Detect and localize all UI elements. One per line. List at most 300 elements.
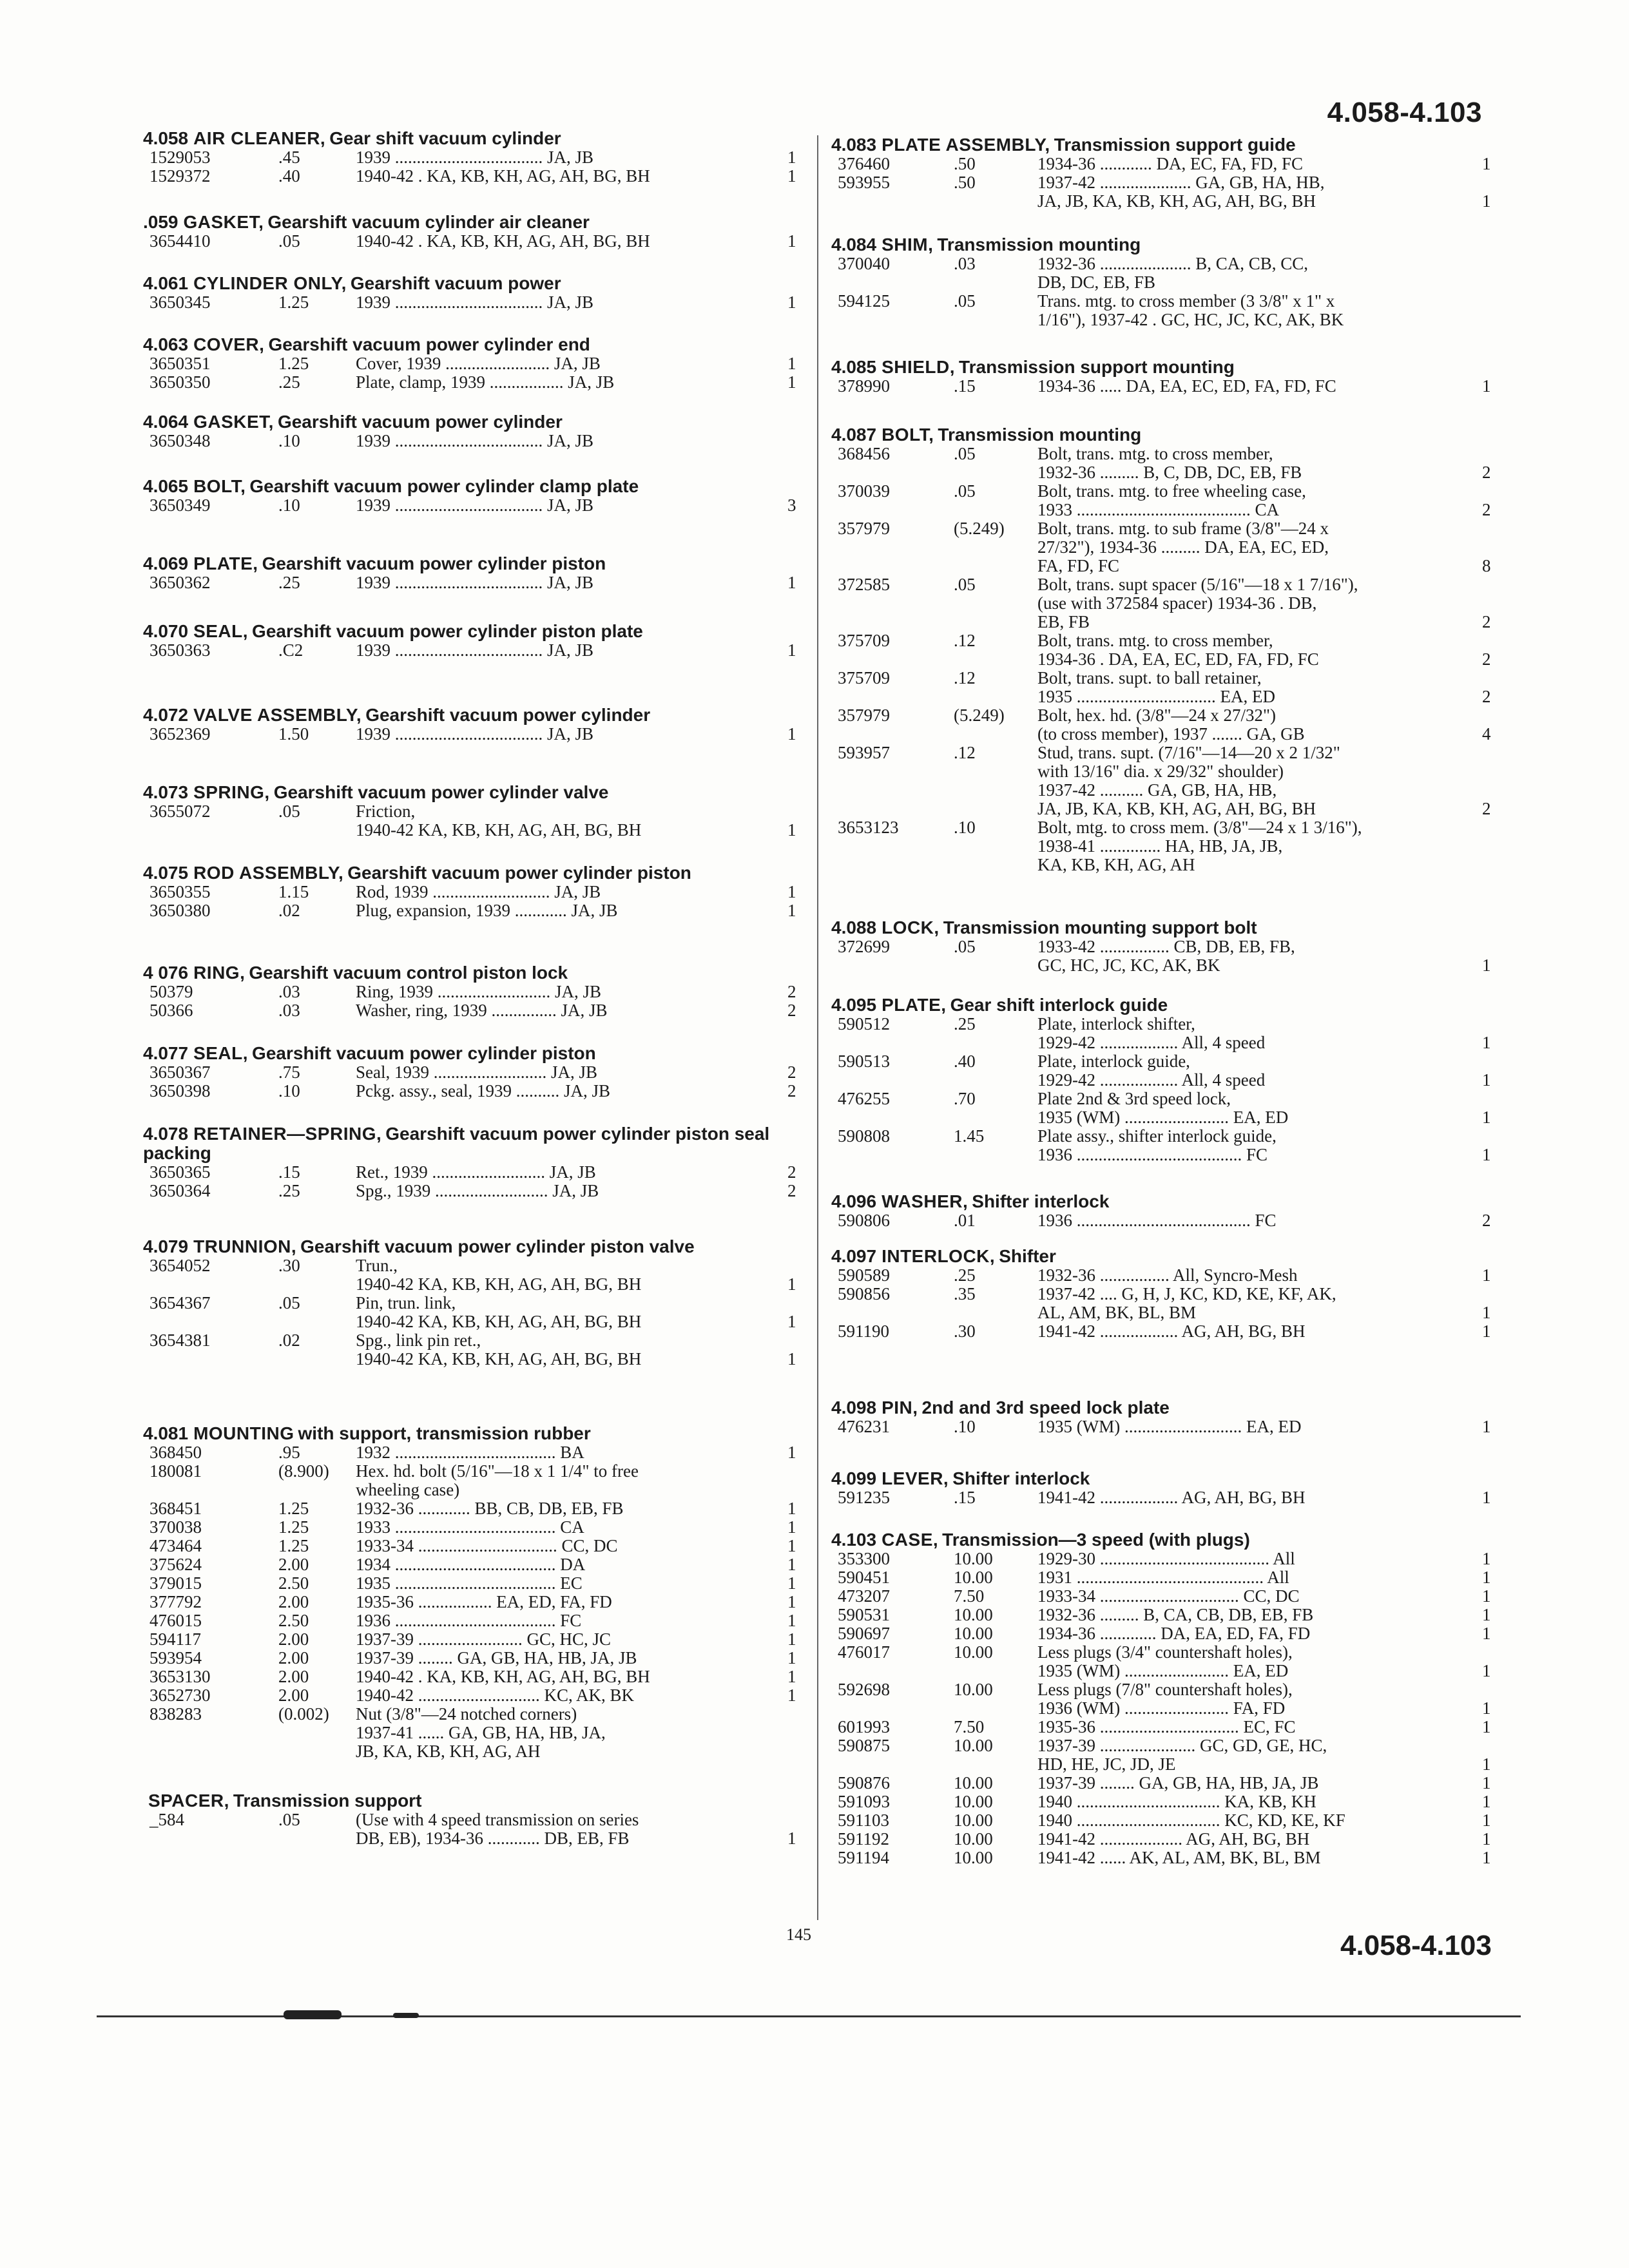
section-description: Transmission support mounting	[959, 357, 1235, 377]
part-quantity: 1	[787, 1573, 796, 1593]
part-quantity: 1	[1482, 1145, 1491, 1164]
section-title: BOLT,	[882, 425, 934, 445]
part-row	[831, 762, 1495, 781]
part-description: 1937-39 ........ GA, GB, HA, HB, JA, JB	[1037, 1774, 1319, 1792]
section-title: AIR CLEANER,	[193, 128, 326, 148]
part-description: 1935 (WM) ........................ EA, ED	[1037, 1108, 1289, 1127]
part-price: 1.25	[278, 293, 309, 312]
part-description: 1940-42 KA, KB, KH, AG, AH, BG, BH	[356, 1312, 642, 1331]
part-quantity: 4	[1482, 724, 1491, 744]
section-number: 4.065	[143, 476, 189, 496]
part-description: 1937-42 .... G, H, J, KC, KD, KE, KF, AK,	[1037, 1285, 1336, 1303]
catalog-section	[831, 995, 1495, 1164]
part-description: 1933 ..................................... CA	[356, 1518, 584, 1537]
part-number: 376460	[838, 154, 890, 173]
catalog-section	[143, 1791, 800, 1848]
part-row	[831, 463, 1495, 482]
part-quantity: 2	[787, 1062, 796, 1082]
section-number: .059	[143, 212, 178, 232]
section-description: Gearshift vacuum power cylinder	[277, 412, 563, 432]
catalog-section	[143, 963, 800, 1020]
part-number: 591194	[838, 1848, 889, 1867]
section-title: COVER,	[193, 334, 265, 354]
part-description: JA, JB, KA, KB, KH, AG, AH, BG, BH	[1037, 800, 1316, 818]
part-description: Less plugs (3/4" countershaft holes),	[1037, 1643, 1293, 1662]
part-price: .05	[278, 1293, 300, 1312]
section-title: BOLT,	[193, 476, 246, 496]
section-title: PIN,	[882, 1398, 918, 1418]
part-description: 1940 ................................. KC, KD, KE, KF	[1037, 1811, 1345, 1830]
part-row	[831, 1322, 1495, 1341]
section-heading	[831, 135, 1495, 155]
part-row	[143, 573, 800, 592]
part-quantity: 2	[1482, 1211, 1491, 1230]
section-heading	[143, 554, 800, 573]
section-description: 2nd and 3rd speed lock plate	[921, 1398, 1170, 1418]
part-number: 593955	[838, 173, 890, 192]
section-number: 4.075	[143, 863, 189, 883]
part-number: 590451	[838, 1568, 890, 1587]
part-row	[831, 1285, 1495, 1303]
part-price: .05	[954, 291, 976, 311]
part-quantity: 1	[1482, 376, 1491, 396]
part-description: 1940-42 ............................ KC, AK, BK	[356, 1686, 635, 1705]
part-price: .12	[954, 743, 976, 762]
part-row	[831, 538, 1495, 557]
part-description: 1933-34 ................................ CC, DC	[356, 1537, 618, 1555]
part-number: 3652369	[149, 724, 211, 744]
part-quantity: 1	[1482, 1605, 1491, 1624]
part-price: .05	[278, 231, 300, 251]
part-number: 3654381	[149, 1331, 211, 1350]
catalog-section	[831, 1192, 1495, 1230]
part-number: 594117	[149, 1629, 201, 1649]
section-heading	[143, 129, 800, 148]
part-quantity: 1	[787, 724, 796, 744]
part-row	[143, 354, 800, 373]
part-description: Less plugs (7/8" countershaft holes),	[1037, 1680, 1293, 1699]
section-description: Transmission support	[233, 1791, 422, 1811]
section-title: PLATE ASSEMBLY,	[882, 135, 1050, 155]
part-description: Plate, interlock guide,	[1037, 1052, 1190, 1071]
section-title: ROD ASSEMBLY,	[193, 863, 344, 883]
part-row	[143, 641, 800, 660]
part-description: Bolt, trans. supt. to ball retainer,	[1037, 669, 1262, 687]
part-price: 2.50	[278, 1611, 309, 1630]
part-description: 1931 ........................................... All	[1037, 1568, 1289, 1587]
part-description: 1935 ..................................... EC	[356, 1574, 583, 1593]
part-description: 1929-42 .................. All, 4 speed	[1037, 1071, 1266, 1090]
part-description: 1939 .................................. JA, JB	[356, 641, 594, 660]
part-row	[143, 1811, 800, 1829]
section-description: Shifter	[999, 1246, 1056, 1266]
part-description: Cover, 1939 ........................ JA, JB	[356, 354, 601, 373]
part-price: 10.00	[954, 1773, 993, 1792]
part-row	[831, 1488, 1495, 1507]
section-number: 4.070	[143, 621, 189, 641]
part-row	[831, 311, 1495, 329]
part-number: 3654052	[149, 1256, 211, 1275]
section-title: CASE,	[882, 1530, 939, 1550]
part-row	[831, 1811, 1495, 1830]
part-number: 473207	[838, 1586, 890, 1606]
section-description: Gearshift vacuum power cylinder valve	[273, 782, 609, 802]
part-row	[831, 1090, 1495, 1108]
part-quantity: 1	[787, 901, 796, 920]
part-row	[143, 1481, 800, 1499]
part-number: 353300	[838, 1549, 890, 1568]
part-description: Ret., 1939 .......................... JA, JB	[356, 1163, 596, 1182]
part-price: .25	[278, 1181, 300, 1200]
part-number: _584	[149, 1810, 184, 1829]
part-description: Stud, trans. supt. (7/16"—14—20 x 2 1/32"	[1037, 744, 1340, 762]
section-title: SPACER,	[148, 1791, 229, 1811]
section-number: 4.095	[831, 995, 877, 1015]
part-number: 592698	[838, 1680, 890, 1699]
part-description: 1935 ................................ EA, ED	[1037, 687, 1275, 706]
part-price: 1.15	[278, 882, 309, 901]
part-price: 7.50	[954, 1586, 985, 1606]
part-number: 3653130	[149, 1667, 211, 1686]
part-description: 1940 ................................. KA, KB, KH	[1037, 1792, 1316, 1811]
part-description: 27/32"), 1934-36 ......... DA, EA, EC, ED,	[1037, 538, 1329, 557]
part-description: 1936 ..................................... FC	[356, 1611, 582, 1630]
section-description: Gearshift vacuum power cylinder piston valve	[300, 1236, 695, 1256]
section-number: 4.077	[143, 1043, 189, 1063]
part-quantity: 1	[1482, 1303, 1491, 1322]
section-description: Gearshift vacuum power cylinder end	[268, 334, 590, 354]
part-price: .03	[278, 1001, 300, 1020]
section-number: 4.083	[831, 135, 877, 155]
section-title: TRUNNION,	[193, 1236, 297, 1256]
section-title: GASKET,	[193, 412, 274, 432]
part-price: (8.900)	[278, 1461, 329, 1481]
part-description: Trans. mtg. to cross member (3 3/8" x 1" x	[1037, 292, 1335, 311]
part-row	[143, 983, 800, 1001]
part-number: 590876	[838, 1773, 890, 1792]
part-description: Plate, interlock shifter,	[1037, 1015, 1195, 1033]
part-quantity: 1	[1482, 1754, 1491, 1774]
section-description: Gearshift vacuum control piston lock	[249, 963, 568, 983]
part-description: 1939 .................................. JA, JB	[356, 496, 594, 515]
section-title: PLATE,	[193, 553, 258, 573]
part-quantity: 1	[1482, 1698, 1491, 1718]
part-row	[143, 432, 800, 450]
catalog-section	[143, 706, 800, 744]
part-description: 1929-42 .................. All, 4 speed	[1037, 1033, 1266, 1052]
part-number: 590806	[838, 1211, 890, 1230]
part-price: .05	[954, 575, 976, 594]
section-heading	[831, 1192, 1495, 1211]
part-quantity: 1	[787, 820, 796, 840]
part-quantity: 1	[787, 1629, 796, 1649]
part-number: 593954	[149, 1648, 202, 1667]
part-quantity: 1	[1482, 1829, 1491, 1849]
catalog-section	[143, 1237, 800, 1369]
part-description: Pin, trun. link,	[356, 1294, 456, 1312]
part-number: 357979	[838, 706, 890, 725]
part-description: 1940-42 . KA, KB, KH, AG, AH, BG, BH	[356, 232, 650, 251]
part-quantity: 2	[787, 982, 796, 1001]
part-quantity: 1	[1482, 1033, 1491, 1052]
part-price: 10.00	[954, 1829, 993, 1849]
part-quantity: 1	[1482, 1811, 1491, 1830]
part-price: .10	[278, 1081, 300, 1100]
part-price: .03	[954, 254, 976, 273]
part-price: .02	[278, 901, 300, 920]
part-row	[831, 837, 1495, 856]
part-description: 1934-36 ............ DA, EC, FA, FD, FC	[1037, 155, 1304, 173]
part-price: .75	[278, 1062, 300, 1082]
part-row	[143, 1294, 800, 1312]
section-title: MOUNTING	[193, 1423, 294, 1443]
part-row	[143, 1312, 800, 1331]
part-number: 590512	[838, 1014, 890, 1033]
part-number: 1529372	[149, 166, 211, 186]
part-description: 1936 ........................................ FC	[1037, 1211, 1277, 1230]
section-description: Gearshift vacuum power cylinder piston seal packing	[143, 1124, 770, 1163]
part-price: 10.00	[954, 1811, 993, 1830]
part-row	[831, 575, 1495, 594]
section-heading	[143, 335, 800, 354]
section-title: LOCK,	[882, 918, 940, 937]
part-quantity: 1	[1482, 1417, 1491, 1436]
part-row	[143, 1499, 800, 1518]
part-quantity: 1	[787, 1312, 796, 1331]
section-title: SHIM,	[882, 235, 934, 255]
part-description: 1934 ..................................... DA	[356, 1555, 586, 1574]
part-row	[831, 706, 1495, 725]
part-description: 1937-41 ...... GA, GB, HA, HB, JA,	[356, 1724, 606, 1742]
part-number: 375624	[149, 1555, 202, 1574]
part-description: 1938-41 .............. HA, HB, JA, JB,	[1037, 837, 1283, 856]
part-number: 3650362	[149, 573, 211, 592]
part-price: .25	[954, 1265, 976, 1285]
catalog-section	[831, 1247, 1495, 1341]
part-description: 1940-42 KA, KB, KH, AG, AH, BG, BH	[356, 1275, 642, 1294]
part-number: 591235	[838, 1488, 890, 1507]
column-divider	[817, 135, 818, 1920]
section-description: Transmission—3 speed (with plugs)	[942, 1530, 1250, 1550]
section-number: 4.084	[831, 235, 877, 255]
part-price: .25	[278, 573, 300, 592]
part-row	[831, 292, 1495, 311]
ink-blot	[284, 2010, 342, 2019]
section-heading	[143, 622, 800, 641]
part-description: Nut (3/8"—24 notched corners)	[356, 1705, 577, 1724]
part-quantity: 1	[787, 148, 796, 167]
part-description: 1941-42 ...... AK, AL, AM, BK, BL, BM	[1037, 1849, 1321, 1867]
part-price: .10	[278, 431, 300, 450]
part-quantity: 1	[787, 573, 796, 592]
part-price: .10	[278, 495, 300, 515]
part-description: 1/16"), 1937-42 . GC, HC, JC, KC, AK, BK	[1037, 311, 1344, 329]
catalog-section	[143, 1124, 800, 1200]
part-number: 377792	[149, 1592, 202, 1611]
part-row	[143, 901, 800, 920]
part-number: 368451	[149, 1499, 202, 1518]
part-description: 1937-42 ..................... GA, GB, HA, HB,	[1037, 173, 1325, 192]
part-quantity: 2	[1482, 463, 1491, 482]
part-row	[143, 1829, 800, 1848]
part-row	[831, 1624, 1495, 1643]
part-description: (use with 372584 spacer) 1934-36 . DB,	[1037, 594, 1317, 613]
part-row	[831, 1680, 1495, 1699]
part-quantity: 1	[1482, 1488, 1491, 1507]
part-quantity: 1	[787, 1592, 796, 1611]
part-quantity: 3	[787, 495, 796, 515]
part-number: 3655072	[149, 802, 211, 821]
part-row	[831, 501, 1495, 519]
part-row	[143, 883, 800, 901]
part-number: 591103	[838, 1811, 889, 1830]
part-price: 2.00	[278, 1592, 309, 1611]
section-description: Shifter interlock	[952, 1468, 1090, 1488]
part-row	[831, 1146, 1495, 1164]
part-description: 1933 ........................................ CA	[1037, 501, 1280, 519]
part-price: .70	[954, 1089, 976, 1108]
part-row	[143, 232, 800, 251]
part-row	[143, 1163, 800, 1182]
part-description: 1940-42 KA, KB, KH, AG, AH, BG, BH	[356, 1350, 642, 1369]
part-number: 591190	[838, 1321, 889, 1341]
part-quantity: 1	[1482, 1661, 1491, 1680]
part-description: 1935-36 ................. EA, ED, FA, FD	[356, 1593, 612, 1611]
part-number: 476231	[838, 1417, 890, 1436]
part-row	[831, 725, 1495, 744]
part-price: .05	[954, 937, 976, 956]
section-description: Gearshift vacuum cylinder air cleaner	[267, 212, 590, 232]
part-description: 1939 .................................. JA, JB	[356, 148, 594, 167]
part-number: 590589	[838, 1265, 890, 1285]
part-row	[831, 557, 1495, 575]
part-description: 1939 .................................. JA, JB	[356, 293, 594, 312]
part-row	[143, 1443, 800, 1462]
section-description: Gearshift vacuum power cylinder	[365, 705, 651, 725]
part-row	[831, 631, 1495, 650]
section-number: 4.061	[143, 273, 189, 293]
catalog-section	[831, 1530, 1495, 1867]
part-number: 476015	[149, 1611, 202, 1630]
part-number: 368456	[838, 444, 890, 463]
part-number: 3650364	[149, 1181, 211, 1200]
part-row	[143, 496, 800, 515]
part-description: DB, DC, EB, FB	[1037, 273, 1156, 292]
part-price: 10.00	[954, 1624, 993, 1643]
part-description: Hex. hd. bolt (5/16"—18 x 1 1/4" to free	[356, 1462, 639, 1481]
part-description: Plate assy., shifter interlock guide,	[1037, 1127, 1277, 1146]
part-price: 1.25	[278, 1499, 309, 1518]
part-description: 1941-42 ................... AG, AH, BG, BH	[1037, 1830, 1310, 1849]
part-row	[143, 1742, 800, 1761]
part-price: .15	[954, 1488, 976, 1507]
part-row	[143, 1705, 800, 1724]
part-price: 10.00	[954, 1642, 993, 1662]
part-description: Rod, 1939 ........................... JA, JB	[356, 883, 601, 901]
part-row	[143, 1537, 800, 1555]
catalog-section	[143, 129, 800, 186]
part-description: Bolt, trans. mtg. to sub frame (3/8"—24 x	[1037, 519, 1329, 538]
part-price: 2.00	[278, 1686, 309, 1705]
part-row	[831, 1303, 1495, 1322]
catalog-section	[143, 622, 800, 660]
section-number: 4.079	[143, 1236, 189, 1256]
part-row	[831, 1587, 1495, 1606]
part-description: Bolt, trans. supt spacer (5/16"—18 x 1 7/16"),	[1037, 575, 1358, 594]
catalog-section	[143, 1424, 800, 1761]
part-row	[143, 1256, 800, 1275]
part-number: 3650365	[149, 1162, 211, 1182]
part-row	[831, 1699, 1495, 1718]
part-row	[831, 1266, 1495, 1285]
part-quantity: 1	[1482, 1549, 1491, 1568]
part-row	[831, 613, 1495, 631]
part-price: .40	[278, 166, 300, 186]
part-price: 10.00	[954, 1848, 993, 1867]
part-number: 590697	[838, 1624, 890, 1643]
part-quantity: 1	[787, 1349, 796, 1369]
section-title: SHIELD,	[882, 357, 956, 377]
part-price: .03	[278, 982, 300, 1001]
part-description: 1937-39 ...................... GC, GD, GE, HC,	[1037, 1736, 1327, 1755]
part-price: 10.00	[954, 1549, 993, 1568]
part-price: .15	[278, 1162, 300, 1182]
part-price: 10.00	[954, 1736, 993, 1755]
catalog-section	[143, 213, 800, 251]
part-description: 1935 (WM) ........................ EA, ED	[1037, 1662, 1289, 1680]
part-row	[143, 1082, 800, 1100]
part-description: Spg., 1939 .......................... JA, JB	[356, 1182, 599, 1200]
section-description: Gear shift vacuum cylinder	[329, 128, 561, 148]
part-row	[143, 1331, 800, 1350]
part-row	[143, 148, 800, 167]
section-number: 4.098	[831, 1398, 877, 1418]
part-row	[831, 155, 1495, 173]
part-row	[143, 1275, 800, 1294]
part-number: 375709	[838, 631, 890, 650]
part-description: GC, HC, JC, KC, AK, BK	[1037, 956, 1220, 975]
part-number: 180081	[149, 1461, 202, 1481]
part-price: (0.002)	[278, 1704, 329, 1724]
section-title: INTERLOCK,	[882, 1246, 996, 1266]
section-heading	[143, 706, 800, 725]
catalog-section	[831, 235, 1495, 329]
section-number: 4.081	[143, 1423, 189, 1443]
part-row	[143, 1555, 800, 1574]
part-quantity: 1	[1482, 1586, 1491, 1606]
section-title: PLATE,	[882, 995, 947, 1015]
part-description: Trun.,	[356, 1256, 398, 1275]
part-row	[831, 1127, 1495, 1146]
page-range-header: 4.058-4.103	[1327, 97, 1482, 128]
part-description: Bolt, hex. hd. (3/8"—24 x 27/32")	[1037, 706, 1277, 725]
section-title: LEVER,	[882, 1468, 949, 1488]
part-quantity: 1	[787, 640, 796, 660]
part-number: 3654410	[149, 231, 211, 251]
part-description: 1935 (WM) ........................... EA, ED	[1037, 1418, 1302, 1436]
section-description: Gearshift vacuum power cylinder piston	[347, 863, 691, 883]
section-description: Gearshift vacuum power cylinder piston	[252, 1043, 596, 1063]
part-description: Plug, expansion, 1939 ............ JA, JB	[356, 901, 618, 920]
part-row	[831, 1568, 1495, 1587]
part-number: 590875	[838, 1736, 890, 1755]
catalog-section	[831, 1469, 1495, 1507]
catalog-section	[143, 1044, 800, 1100]
part-row	[831, 1736, 1495, 1755]
part-quantity: 2	[787, 1081, 796, 1100]
part-price: 10.00	[954, 1792, 993, 1811]
part-price: .05	[954, 481, 976, 501]
